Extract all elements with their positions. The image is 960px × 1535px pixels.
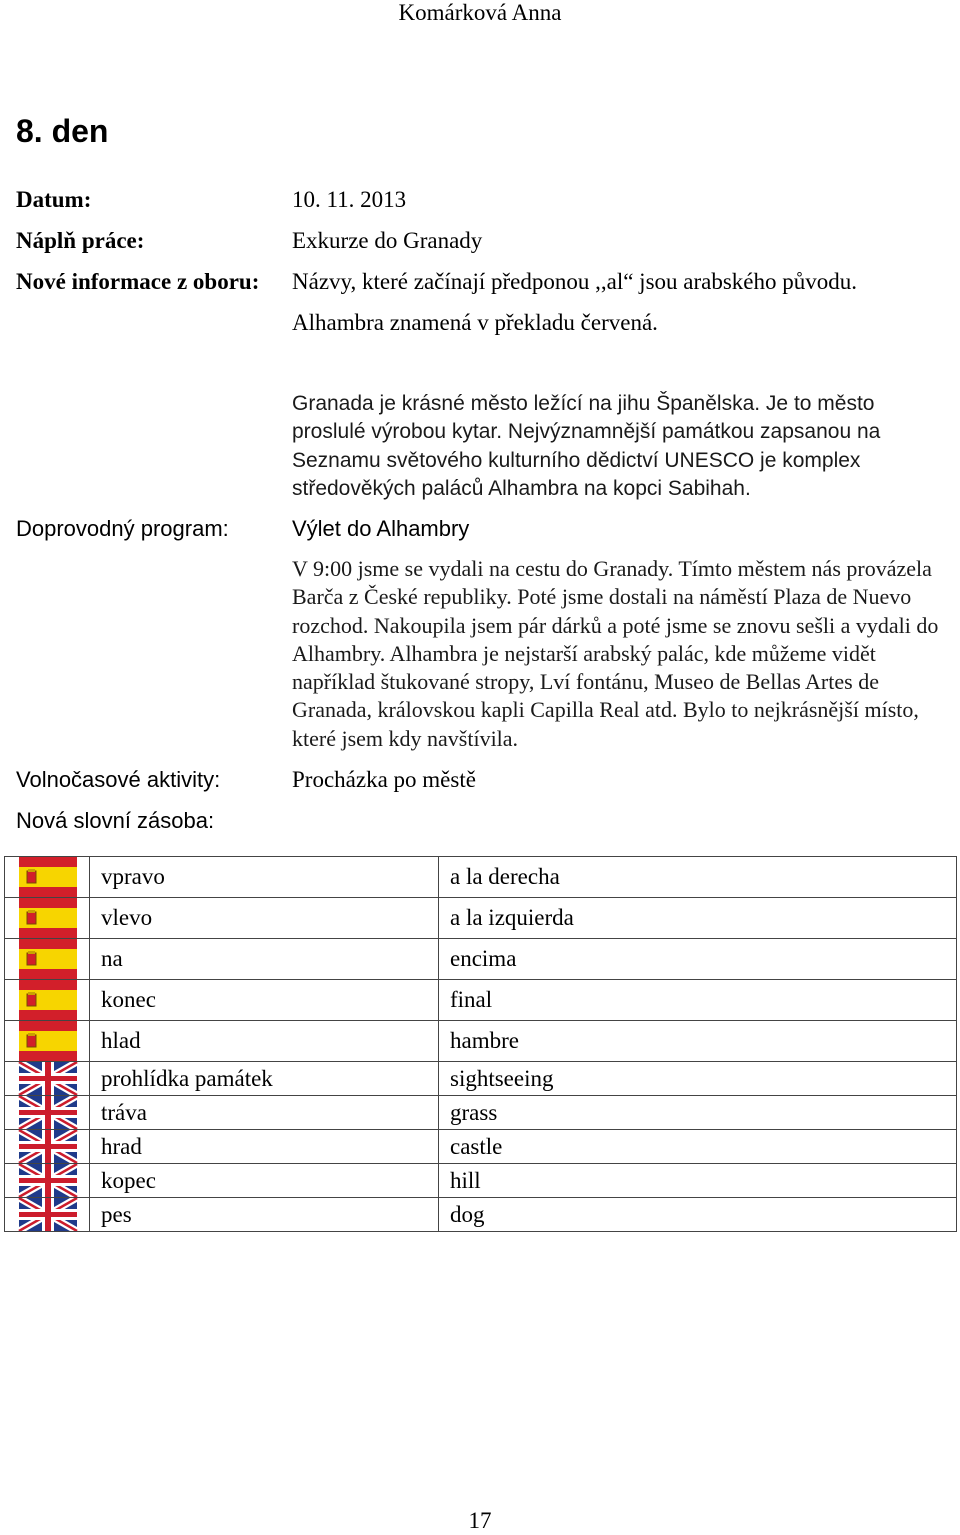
vocab-row [5,939,957,980]
vocab-translation: sightseeing [439,1062,957,1096]
vocab-flag-cell [5,857,90,898]
spain-flag-icon [5,980,89,1020]
vocabulary-table [4,856,957,1232]
vocab-flag-cell [5,939,90,980]
vocab-row [5,1021,957,1062]
vocab-czech: hlad [90,1021,439,1062]
date-label: Datum: [16,187,92,212]
spain-flag-icon [5,898,89,938]
vocab-czech: kopec [90,1164,439,1198]
vocab-translation: final [439,980,957,1021]
spain-flag-icon [5,939,89,979]
vocab-flag-cell [5,1021,90,1062]
work-value: Exkurze do Granady [292,228,483,253]
vocab-czech: tráva [90,1096,439,1130]
vocab-czech: vpravo [90,857,439,898]
vocab-row [5,1198,957,1232]
program-label: Doprovodný program: [16,516,229,541]
vocab-flag-cell [5,1164,90,1198]
vocab-flag-cell [5,1096,90,1130]
spain-flag-icon [5,857,89,897]
work-label: Náplň práce: [16,228,145,253]
date-value: 10. 11. 2013 [292,187,407,212]
vocab-row [5,898,957,939]
vocab-flag-cell [5,1062,90,1096]
vocab-flag-cell [5,980,90,1021]
vocab-row [5,1096,957,1130]
vocab-translation: a la izquierda [439,898,957,939]
vocab-translation: hill [439,1164,957,1198]
new-info-line-1: Názvy, které začínají předponou ,,al“ jsou arabského původu. [292,269,858,294]
vocab-czech: hrad [90,1130,439,1164]
vocab-czech: vlevo [90,898,439,939]
vocab-czech: prohlídka památek [90,1062,439,1096]
vocab-translation: a la derecha [439,857,957,898]
new-info-label: Nové informace z oboru: [16,269,260,294]
program-intro: Granada je krásné město ležící na jihu Španělska. Je to město proslulé výrobou kytar. Nejvýznamnější památkou zapsanou na Seznamu světového kulturního dědictví UNESCO je komplex středověkých paláců Alhambra na kopci Sabihah. [292,392,881,500]
uk-flag-icon [5,1130,89,1163]
vocab-translation: hambre [439,1021,957,1062]
uk-flag-icon [5,1198,89,1231]
vocab-label: Nová slovní zásoba: [16,808,215,833]
vocab-czech: pes [90,1198,439,1232]
vocab-row [5,1130,957,1164]
vocab-flag-cell [5,1130,90,1164]
leisure-label: Volnočasové aktivity: [16,767,221,792]
program-text: V 9:00 jsme se vydali na cestu do Granady. Tímto městem nás provázela Barča z České republiky. Poté jsme dostali na náměstí Plaza de Nuevo rozchod. Nakoupila jsem pár dárků a poté jsme se znovu sešli a vydali do Alhambry. Alhambra je nejstarší arabský palác, kde můžeme vidět například štukované stropy, Lví fontánu, Museo de Bellas Artes de Granada, královskou kapli Capilla Real atd. Bylo to nejkrásnější místo, které jsem kdy navštívila. [292,556,939,751]
vocab-flag-cell [5,898,90,939]
vocab-translation: castle [439,1130,957,1164]
vocab-row [5,1062,957,1096]
author-header: Komárková Anna [398,0,562,25]
uk-flag-icon [5,1062,89,1095]
vocab-translation: encima [439,939,957,980]
page-number: 17 [468,1508,492,1533]
uk-flag-icon [5,1164,89,1197]
leisure-value: Procházka po městě [292,767,476,792]
day-title: 8. den [16,113,109,149]
new-info-line-2: Alhambra znamená v překladu červená. [292,310,658,335]
vocab-czech: na [90,939,439,980]
vocab-row [5,1164,957,1198]
vocab-translation: grass [439,1096,957,1130]
vocab-flag-cell [5,1198,90,1232]
vocab-czech: konec [90,980,439,1021]
vocab-translation: dog [439,1198,957,1232]
spain-flag-icon [5,1021,89,1061]
uk-flag-icon [5,1096,89,1129]
program-value: Výlet do Alhambry [292,516,470,541]
vocab-row [5,857,957,898]
vocab-row [5,980,957,1021]
